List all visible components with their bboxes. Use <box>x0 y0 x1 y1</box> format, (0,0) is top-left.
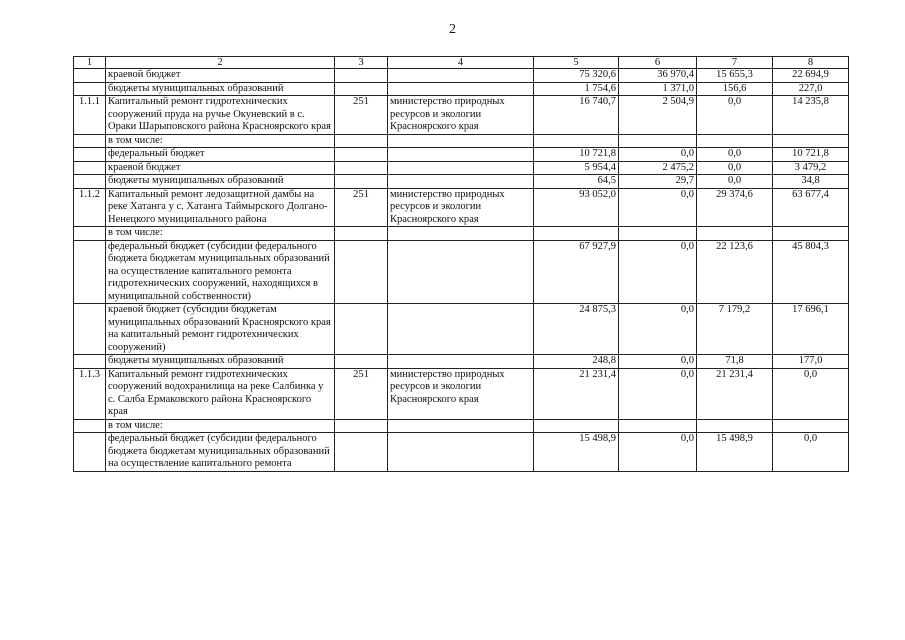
column-header: 6 <box>619 57 697 69</box>
row-index: 1.1.2 <box>74 188 106 227</box>
row-value-col5: 93 052,0 <box>534 188 619 227</box>
column-header: 4 <box>388 57 534 69</box>
row-value-col6 <box>619 134 697 148</box>
row-index <box>74 134 106 148</box>
row-value-col7: 15 655,3 <box>697 69 773 83</box>
row-value-col8 <box>773 134 849 148</box>
column-header: 5 <box>534 57 619 69</box>
row-value-col8: 0,0 <box>773 433 849 472</box>
row-organization: министерство природных ресурсов и экологии Красноярского края <box>388 188 534 227</box>
budget-table <box>73 56 849 472</box>
row-index <box>74 240 106 304</box>
row-value-col7: 0,0 <box>697 96 773 135</box>
row-code <box>335 148 388 162</box>
row-name: Капитальный ремонт ледозащитной дамбы на реке Хатанга у с. Хатанга Таймырского Долгано-Ненецкого муниципального района <box>106 188 335 227</box>
row-value-col6: 0,0 <box>619 188 697 227</box>
row-value-col7: 0,0 <box>697 175 773 189</box>
row-value-col8: 0,0 <box>773 368 849 419</box>
row-value-col8: 177,0 <box>773 355 849 369</box>
row-value-col7: 29 374,6 <box>697 188 773 227</box>
row-organization: министерство природных ресурсов и экологии Красноярского края <box>388 96 534 135</box>
row-value-col6: 2 504,9 <box>619 96 697 135</box>
table-row <box>74 175 849 189</box>
table-row <box>74 355 849 369</box>
table-row <box>74 188 849 227</box>
row-value-col8: 227,0 <box>773 82 849 96</box>
row-value-col5 <box>534 419 619 433</box>
row-value-col8: 63 677,4 <box>773 188 849 227</box>
row-index <box>74 148 106 162</box>
row-name: в том числе: <box>106 134 335 148</box>
row-value-col5: 67 927,9 <box>534 240 619 304</box>
row-value-col5: 15 498,9 <box>534 433 619 472</box>
page-number: 2 <box>449 22 456 37</box>
row-organization <box>388 161 534 175</box>
row-organization <box>388 419 534 433</box>
row-index <box>74 175 106 189</box>
row-value-col8: 10 721,8 <box>773 148 849 162</box>
row-organization <box>388 69 534 83</box>
row-index <box>74 433 106 472</box>
row-name: в том числе: <box>106 227 335 241</box>
row-name: федеральный бюджет (субсидии федерального бюджета бюджетам муниципальных образований на осуществление капитального ремонта <box>106 433 335 472</box>
table-row <box>74 368 849 419</box>
row-organization <box>388 227 534 241</box>
row-value-col6: 0,0 <box>619 355 697 369</box>
row-value-col6: 0,0 <box>619 240 697 304</box>
row-value-col7: 0,0 <box>697 161 773 175</box>
row-code <box>335 227 388 241</box>
table-row <box>74 82 849 96</box>
row-value-col6: 29,7 <box>619 175 697 189</box>
row-value-col5: 5 954,4 <box>534 161 619 175</box>
row-code <box>335 304 388 355</box>
table-row <box>74 433 849 472</box>
row-value-col6 <box>619 419 697 433</box>
column-header: 2 <box>106 57 335 69</box>
row-code <box>335 419 388 433</box>
row-value-col5: 1 754,6 <box>534 82 619 96</box>
row-name: краевой бюджет <box>106 161 335 175</box>
row-value-col7: 156,6 <box>697 82 773 96</box>
row-value-col6: 36 970,4 <box>619 69 697 83</box>
row-organization <box>388 240 534 304</box>
row-value-col7: 15 498,9 <box>697 433 773 472</box>
row-index <box>74 355 106 369</box>
row-code <box>335 161 388 175</box>
column-header: 8 <box>773 57 849 69</box>
column-header: 3 <box>335 57 388 69</box>
row-value-col8 <box>773 419 849 433</box>
row-name: Капитальный ремонт гидротехнических сооружений водохранилища на реке Салбинка у с. Салба Ермаковского района Красноярского края <box>106 368 335 419</box>
row-value-col5: 24 875,3 <box>534 304 619 355</box>
row-value-col6: 1 371,0 <box>619 82 697 96</box>
row-code <box>335 134 388 148</box>
row-code <box>335 175 388 189</box>
row-value-col5 <box>534 134 619 148</box>
table-row <box>74 240 849 304</box>
row-name: бюджеты муниципальных образований <box>106 355 335 369</box>
row-code <box>335 433 388 472</box>
column-header: 1 <box>74 57 106 69</box>
row-value-col5: 248,8 <box>534 355 619 369</box>
row-value-col5: 75 320,6 <box>534 69 619 83</box>
row-code: 251 <box>335 188 388 227</box>
row-index <box>74 161 106 175</box>
row-index <box>74 227 106 241</box>
row-value-col8: 45 804,3 <box>773 240 849 304</box>
table-row <box>74 304 849 355</box>
table-row <box>74 96 849 135</box>
table-row <box>74 69 849 83</box>
row-value-col6: 0,0 <box>619 148 697 162</box>
row-index <box>74 69 106 83</box>
table-header-row <box>74 57 849 69</box>
row-value-col7 <box>697 419 773 433</box>
row-name: Капитальный ремонт гидротехнических сооружений пруда на ручье Окуневский в с. Ораки Шарыповского района Красноярского края <box>106 96 335 135</box>
row-code <box>335 69 388 83</box>
row-organization <box>388 355 534 369</box>
row-value-col6: 0,0 <box>619 433 697 472</box>
row-value-col7: 22 123,6 <box>697 240 773 304</box>
row-value-col5: 21 231,4 <box>534 368 619 419</box>
row-value-col5 <box>534 227 619 241</box>
row-organization <box>388 433 534 472</box>
row-name: бюджеты муниципальных образований <box>106 175 335 189</box>
table-row <box>74 227 849 241</box>
table-row <box>74 419 849 433</box>
row-name: в том числе: <box>106 419 335 433</box>
table-row <box>74 161 849 175</box>
row-organization <box>388 82 534 96</box>
row-organization: министерство природных ресурсов и экологии Красноярского края <box>388 368 534 419</box>
column-header: 7 <box>697 57 773 69</box>
row-value-col8: 14 235,8 <box>773 96 849 135</box>
row-code <box>335 240 388 304</box>
row-index <box>74 82 106 96</box>
row-index <box>74 419 106 433</box>
row-code: 251 <box>335 368 388 419</box>
table-row <box>74 148 849 162</box>
row-value-col5: 64,5 <box>534 175 619 189</box>
row-value-col7: 7 179,2 <box>697 304 773 355</box>
row-value-col6: 0,0 <box>619 368 697 419</box>
row-code <box>335 355 388 369</box>
row-organization <box>388 175 534 189</box>
row-value-col8 <box>773 227 849 241</box>
row-value-col7 <box>697 227 773 241</box>
row-value-col7: 0,0 <box>697 148 773 162</box>
row-index <box>74 304 106 355</box>
row-name: краевой бюджет (субсидии бюджетам муниципальных образований Красноярского края на капитальный ремонт гидротехнических сооружений) <box>106 304 335 355</box>
row-value-col6 <box>619 227 697 241</box>
row-index: 1.1.3 <box>74 368 106 419</box>
row-value-col8: 3 479,2 <box>773 161 849 175</box>
row-value-col7: 71,8 <box>697 355 773 369</box>
row-value-col6: 2 475,2 <box>619 161 697 175</box>
row-value-col7: 21 231,4 <box>697 368 773 419</box>
row-name: краевой бюджет <box>106 69 335 83</box>
row-code <box>335 82 388 96</box>
row-organization <box>388 148 534 162</box>
row-organization <box>388 134 534 148</box>
row-value-col8: 22 694,9 <box>773 69 849 83</box>
row-name: федеральный бюджет (субсидии федерального бюджета бюджетам муниципальных образований на осуществление капитального ремонта гидротехнических сооружений, находящихся в муниципальной собственности) <box>106 240 335 304</box>
row-index: 1.1.1 <box>74 96 106 135</box>
row-value-col6: 0,0 <box>619 304 697 355</box>
row-code: 251 <box>335 96 388 135</box>
row-value-col8: 34,8 <box>773 175 849 189</box>
row-organization <box>388 304 534 355</box>
row-name: бюджеты муниципальных образований <box>106 82 335 96</box>
row-name: федеральный бюджет <box>106 148 335 162</box>
row-value-col5: 10 721,8 <box>534 148 619 162</box>
row-value-col5: 16 740,7 <box>534 96 619 135</box>
table-row <box>74 134 849 148</box>
budget-table-body <box>74 57 849 472</box>
row-value-col7 <box>697 134 773 148</box>
row-value-col8: 17 696,1 <box>773 304 849 355</box>
